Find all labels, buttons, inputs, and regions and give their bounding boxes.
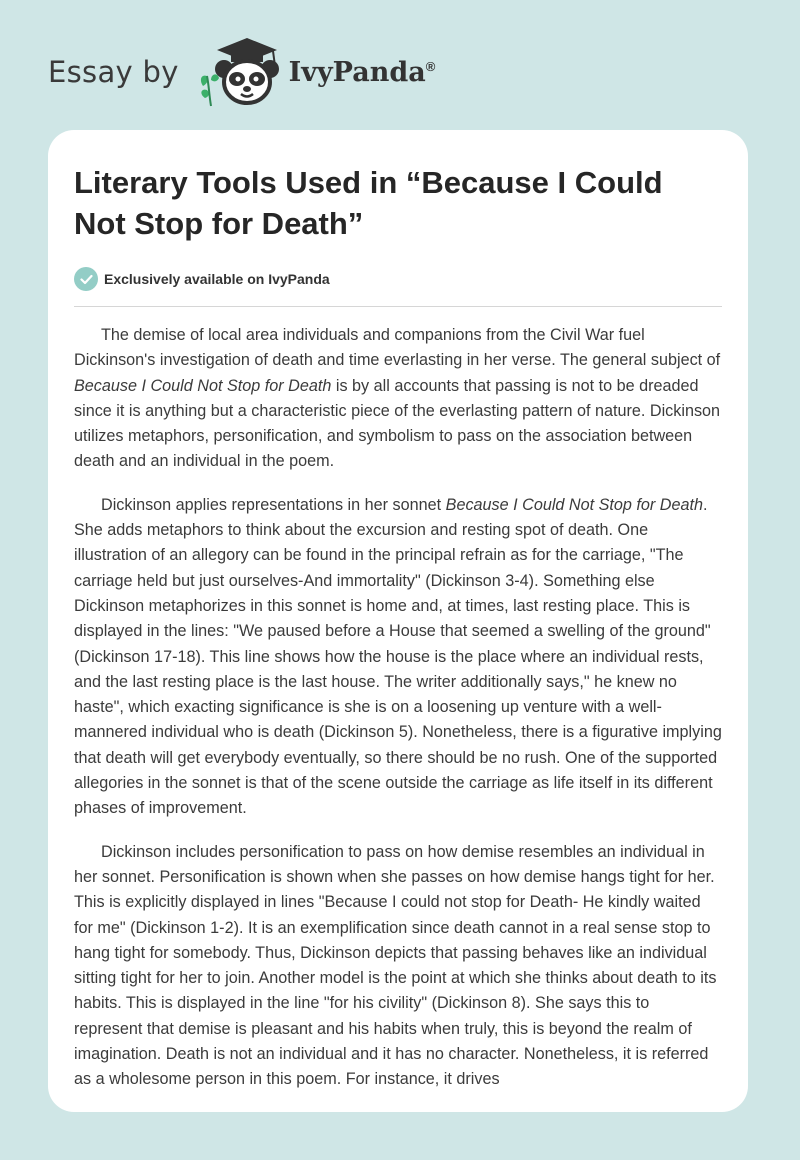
essay-card xyxy=(48,130,748,1112)
brand-prefix: Essay by xyxy=(48,55,179,89)
brand-header xyxy=(48,36,435,108)
exclusive-label: Exclusively available on IvyPanda xyxy=(104,271,330,287)
paragraph-text: Dickinson includes personification to pass on how demise resembles an individual in her sonnet. Personification is shown when she passes on how demise hangs tight for her. This is explicitly displayed in lines "Because I could not stop for Death- He kindly waited for me" (Dickinson 1-2). It is an exemplification since death cannot in a real sense stop to hang tight for somebody. Thus, Dickinson depicts that passing behaves like an individual sitting tight for her to join. Another model is the point at which she thinks about death to its habits. This is displayed in the line "for his civility" (Dickinson 8). She says this to represent that demise is pleasant and his habits when truly, this is beyond the realm of imagination. Death is not an individual and it has no character. Nonetheless, it is referred as a wholesome person in this poem. For instance, it drives xyxy=(74,842,717,1089)
divider xyxy=(74,306,722,307)
paragraph-text: . She adds metaphors to think about the excursion and resting spot of death. One illustration of an allegory can be found in the principal refrain as for the carriage, "The carriage held but just ourselves-And immortality" (Dickinson 3-4). Something else Dickinson metaphorizes in this sonnet is home and, at times, last resting place. This is displayed in the lines: "We paused before a House that seemed a swelling of the ground" (Dickinson 17-18). This line shows how the house is the place where an individual rests, and the last resting place is the last house. The writer additionally says," he knew no haste", which exacting significance is she is on a loosening up venture with a well-mannered individual who is death (Dickinson 5). Nonetheless, there is a figurative implying that death will get everybody eventually, so there should be no rush. One of the supported allegories in the sonnet is that of the scene outside the carriage as life itself in its different phases of improvement. xyxy=(74,495,722,818)
panda-graduate-icon xyxy=(195,36,283,108)
paragraph-text: is by all accounts that passing is not to be dreaded since it is anything but a characteristic piece of the everlasting pattern of nature. Dickinson utilizes metaphors, personification, and symbolism to pass on the association between death and an individual in the poem. xyxy=(74,376,721,471)
essay-body xyxy=(74,323,722,1093)
exclusive-badge xyxy=(74,264,722,294)
checkmark-icon xyxy=(74,267,98,291)
essay-paragraph xyxy=(74,323,722,475)
brand-name: IvyPanda® xyxy=(288,56,436,88)
paragraph-text: Dickinson applies representations in her sonnet xyxy=(101,495,446,514)
essay-paragraph xyxy=(74,840,722,1093)
page-title: Literary Tools Used in “Because I Could Not Stop for Death” xyxy=(74,165,663,241)
poem-title-italic: Because I Could Not Stop for Death xyxy=(74,376,332,395)
essay-paragraph xyxy=(74,493,722,822)
paragraph-text: The demise of local area individuals and companions from the Civil War fuel Dickinson's investigation of death and time everlasting in her verse. The general subject of xyxy=(74,326,721,370)
poem-title-italic: Because I Could Not Stop for Death xyxy=(445,495,703,514)
